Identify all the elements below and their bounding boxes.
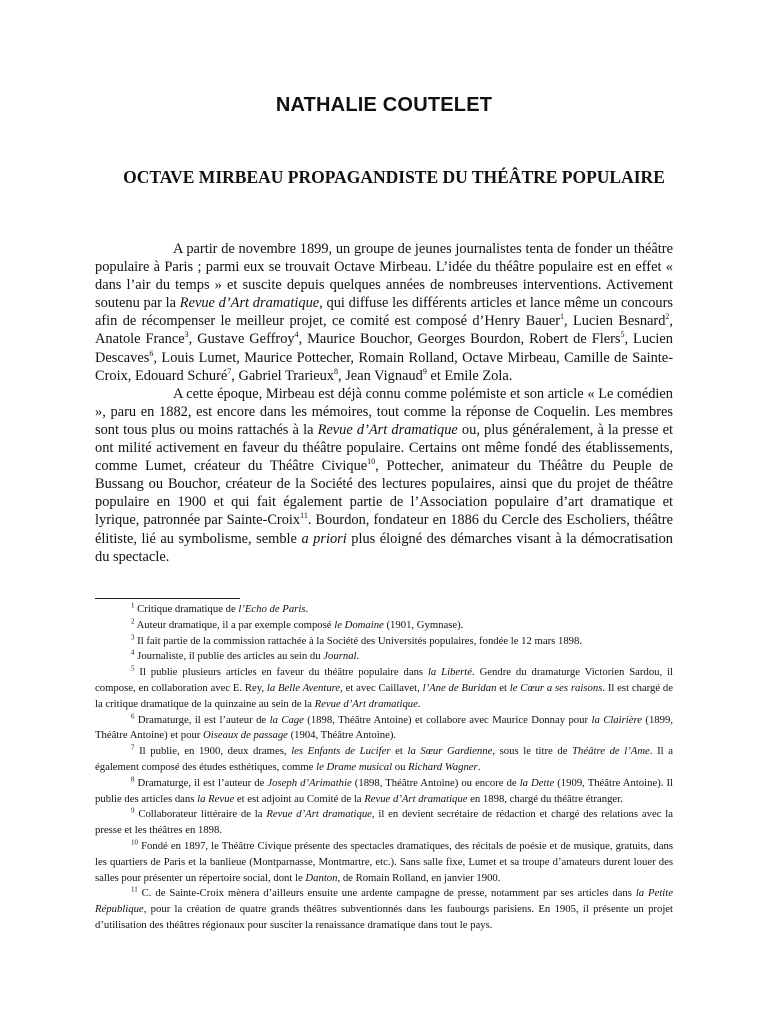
footnote-separator (95, 598, 240, 599)
footnote-7: $^7$ Il publie, en 1900, deux drames, les Enfants de Lucifer et la Sœur Gardienne, sous le titre de Théâtre de l’Ame. Il a également composé des études esthétiques, comme le Drame musical ou Richard Wagner. (95, 743, 673, 773)
footnote-ref[interactable]: 2 (665, 312, 670, 322)
footnotes (95, 602, 673, 934)
footnote-ref[interactable]: 4 (294, 330, 299, 340)
footnote-ref[interactable]: 7 (227, 366, 232, 376)
footnote-ref[interactable]: 1 (560, 312, 565, 322)
footnote-ref[interactable]: 3 (184, 330, 189, 340)
article-title: OCTAVE MIRBEAU PROPAGANDISTE DU THÉÂTRE POPULAIRE (123, 167, 665, 187)
footnote-6: $^6$ Dramaturge, il est l’auteur de la Cage (1898, Théâtre Antoine) et collabore avec Maurice Donnay pour la Clairière (1899, Théâtre Antoine) et pour Oiseaux de passage (1904, Théâtre Antoine). (95, 712, 673, 742)
author-name: NATHALIE COUTELET (275, 94, 493, 116)
footnote-9: $^9$ Collaborateur littéraire de la Revue d’Art dramatique, il en devient secrétaire de rédaction et chargé des relations avec la presse et les théâtres en 1898. (95, 806, 673, 837)
footnote-4: $^4$ Journaliste, il publie des articles au sein du Journal. (131, 648, 360, 663)
footnote-ref[interactable]: 8 (334, 366, 339, 376)
footnote-ref[interactable]: 9 (422, 366, 427, 376)
paragraph-1: A partir de novembre 1899, un groupe de jeunes journalistes tenta de fonder un théâtre populaire à Paris ; parmi eux se trouvait Octave Mirbeau. L’idée du théâtre populaire est en effet « dans l’air du temps » et suscite depuis quelques années de nombreuses interventions. Activement soutenu par la Revue d’Art dramatique, qui diffuse les différents articles et lance même un concours afin de récompenser le meilleur projet, ce comité est composé d’Henry Bauer$^1$, Lucien Besnard$^2$, Anatole France$^3$, Gustave Geffroy$^4$, Maurice Bouchor, Georges Bourdon, Robert de Flers$^5$, Lucien Descaves$^6$, Louis Lumet, Maurice Pottecher, Romain Rolland, Octave Mirbeau, Camille de Sainte-Croix, Edouard Schuré$^7$, Gabriel Trarieux$^8$, Jean Vignaud$^9$ et Emile Zola. (95, 241, 673, 384)
footnote-8: $^8$ Dramaturge, il est l’auteur de Joseph d’Arimathie (1898, Théâtre Antoine) ou encore de la Dette (1909, Théâtre Antoine). Il publie des articles dans la Revue et est adjoint au Comité de la Revue d’Art dramatique en 1898, chargé du théâtre étranger. (95, 775, 673, 805)
footnote-ref[interactable]: 6 (149, 348, 154, 358)
footnote-2: $^2$ Auteur dramatique, il a par exemple composé le Domaine (1901, Gymnase). (131, 617, 464, 631)
footnote-10: $^{10}$ Fondé en 1897, le Théâtre Civique présente des spectacles dramatiques, des récitals de poésie et de musique, gratuits, dans les quartiers de Paris et la banlieue (Montparnasse, Montmartre, etc.). Sans salle fixe, Lumet et sa troupe d’amateurs durent louer des salles pour présenter un répertoire social, dont le Danton, de Romain Rolland, en janvier 1900. (95, 838, 673, 884)
footnote-ref[interactable]: 11 (300, 511, 308, 521)
body-text (95, 240, 673, 566)
footnote-ref[interactable]: 5 (620, 330, 625, 340)
footnote-11: $^{11}$ C. de Sainte-Croix mènera d’ailleurs ensuite une ardente campagne de presse, notamment par ses articles dans la Petite République, pour la création de quatre grands théâtres subventionnés dans les faubourgs parisiens. En 1905, il présente un projet d’utilisation des théâtres régionaux pour susciter la renaissance dramatique dans tout le pays. (95, 885, 673, 931)
paragraph-2: A cette époque, Mirbeau est déjà connu comme polémiste et son article « Le comédien », paru en 1882, est encore dans les mémoires, tout comme la réponse de Coquelin. Les membres sont tous plus ou moins rattachés à la Revue d’Art dramatique ou, plus généralement, à la presse et ont milité activement en faveur du théâtre populaire. Certains ont même fondé des établissements, comme Lumet, créateur du Théâtre Civique$^{10}$, Pottecher, animateur du Théâtre du Peuple de Bussang ou Bouchor, créateur de la Société des lectures populaires, ainsi que du projet de théâtre populaire en 1900 et qui fait également partie de l’Association populaire d’art dramatique et lyrique, patronnée par Sainte-Croix$^{11}$. Bourdon, fondateur en 1886 du Cercle des Escholiers, théâtre élitiste, lié au symbolisme, semble a priori plus éloigné des démarches visant à la démocratisation du spectacle. (95, 385, 673, 565)
footnote-3: $^3$ Il fait partie de la commission rattachée à la Société des Universités populaires, fondée le 12 mars 1898. (131, 633, 583, 647)
footnote-ref[interactable]: 10 (367, 457, 376, 467)
footnote-1: $^1$ Critique dramatique de l’Echo de Paris. (131, 601, 309, 615)
footnote-5: $^5$ Il publie plusieurs articles en faveur du théâtre populaire dans la Liberté. Gendre du dramaturge Victorien Sardou, il compose, en collaboration avec E. Rey, la Belle Aventure, et avec Caillavet, l’Ane de Buridan et le Cœur a ses raisons. Il est chargé de la critique dramatique de la quinzaine au sein de la Revue d’Art dramatique. (95, 664, 674, 710)
